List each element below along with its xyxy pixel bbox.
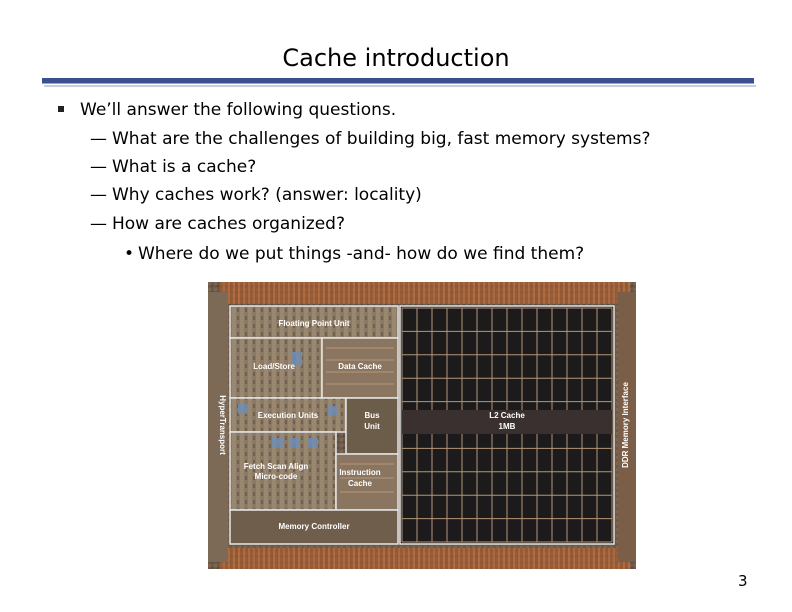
top-copper-strip — [220, 282, 630, 304]
fetch-label-1: Fetch Scan Align — [243, 462, 309, 471]
page-number: 3 — [738, 572, 748, 590]
dash-bullet-icon: — — [90, 185, 107, 205]
fetch-label-2: Micro-code — [254, 472, 298, 481]
data-cache-label: Data Cache — [338, 362, 382, 371]
bus-unit-label-1: Bus — [364, 411, 380, 420]
memory-controller-label: Memory Controller — [278, 522, 350, 531]
square-bullet-icon — [58, 106, 64, 112]
dot-bullet-icon: • — [124, 244, 135, 264]
icache-label-2: Cache — [347, 479, 373, 488]
slide-title: Cache introduction — [282, 44, 510, 72]
dash-bullet-icon: — — [90, 214, 107, 234]
bullet-list: We’ll answer the following questions. — What are the challenges of building big, fast memory systems? — What is a cache? — Why caches work? (answer: locality) — How are caches organized? • Where do we put things -and- how do we find them? — [0, 0, 792, 612]
dash-bullet-icon: — — [90, 157, 107, 177]
execution-units-label: Execution Units — [257, 411, 319, 420]
dash-bullet-icon: — — [90, 129, 107, 149]
bottom-copper-strip — [220, 548, 630, 569]
bus-unit-label-2: Unit — [364, 422, 380, 431]
processor-die-photo — [208, 282, 636, 569]
ddr-label: DDR Memory Interface — [621, 382, 630, 468]
l2-label-1: L2 Cache — [489, 411, 525, 420]
icache-label-1: Instruction — [339, 468, 381, 477]
fpu-label: Floating Point Unit — [278, 319, 350, 328]
l2-label-2: 1MB — [498, 422, 516, 431]
hypertransport-label: HyperTransport — [218, 395, 227, 455]
load-store-label: Load/Store — [253, 362, 295, 371]
